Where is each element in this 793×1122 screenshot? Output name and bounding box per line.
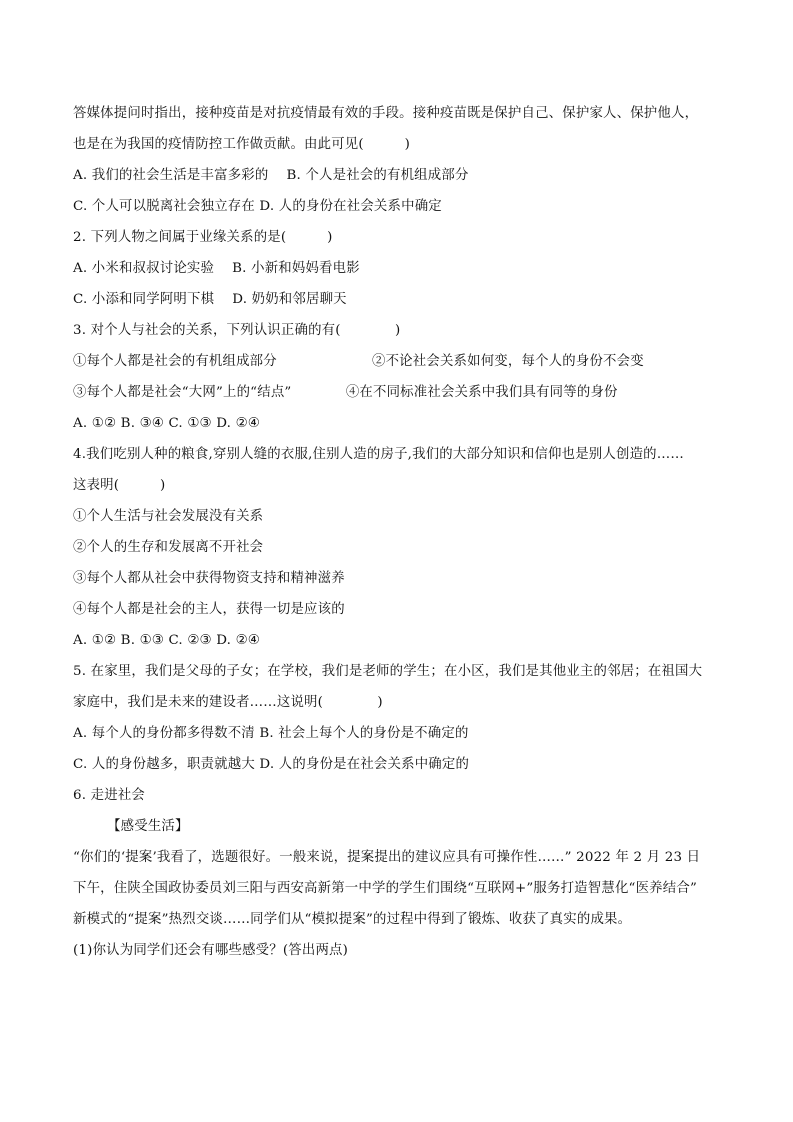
question-3-statements-34: ③每个人都是社会“大网”上的“结点” ④在不同标准社会关系中我们具有同等的身份 — [73, 385, 618, 400]
question-4-stem-line-1: 4.我们吃别人种的粮食,穿别人缝的衣服,住别人造的房子,我们的大部分知识和信仰也是别人创造的…… — [73, 447, 684, 462]
question-4-statement-4: ④每个人都是社会的主人，获得一切是应该的 — [73, 602, 345, 617]
sub-question-1: (1)你认为同学们还会有哪些感受？(答出两点) — [73, 943, 349, 958]
question-2-options-cd: C. 小添和同学阿明下棋 D. 奶奶和邻居聊天 — [73, 292, 347, 307]
question-1-options-cd: C. 个人可以脱离社会独立存在 D. 人的身份在社会关系中确定 — [73, 199, 442, 214]
question-1-stem-line-1: 答媒体提问时指出，接种疫苗是对抗疫情最有效的手段。接种疫苗既是保护自己、保护家人、保护他人， — [73, 106, 699, 121]
question-3-statements-12: ①每个人都是社会的有机组成部分 ②不论社会关系如何变，每个人的身份不会变 — [73, 354, 644, 369]
section-heading: 【感受生活】 — [73, 819, 189, 834]
question-3-stem: 3. 对个人与社会的关系，下列认识正确的有( ) — [73, 323, 401, 338]
question-4-stem-line-2: 这表明( ) — [73, 478, 166, 493]
question-1-stem-line-2: 也是在为我国的疫情防控工作做贡献。由此可见( ) — [73, 137, 411, 152]
question-5-stem-line-1: 5. 在家里，我们是父母的子女；在学校，我们是老师的学生；在小区，我们是其他业主的邻居；在祖国大 — [73, 664, 703, 679]
question-5-options-ab: A. 每个人的身份都多得数不清 B. 社会上每个人的身份是不确定的 — [73, 726, 469, 741]
question-2-options-ab: A. 小米和叔叔讨论实验 B. 小新和妈妈看电影 — [73, 261, 360, 276]
question-6-title: 6. 走进社会 — [73, 788, 145, 803]
question-4-options: A. ①② B. ①③ C. ②③ D. ②④ — [73, 633, 260, 648]
question-3-options: A. ①② B. ③④ C. ①③ D. ②④ — [73, 416, 260, 431]
material-line-3: 新模式的“提案”热烈交谈……同学们从“模拟提案”的过程中得到了锻炼、收获了真实的成果。 — [73, 912, 632, 927]
question-5-stem-line-2: 家庭中，我们是未来的建设者……这说明( ) — [73, 695, 383, 710]
question-1-options-ab: A. 我们的社会生活是丰富多彩的 B. 个人是社会的有机组成部分 — [73, 168, 469, 183]
question-4-statement-1: ①个人生活与社会发展没有关系 — [73, 509, 264, 524]
question-4-statement-2: ②个人的生存和发展离不开社会 — [73, 540, 264, 555]
question-5-options-cd: C. 人的身份越多，职责就越大 D. 人的身份是在社会关系中确定的 — [73, 757, 470, 772]
material-line-2: 下午，住陕全国政协委员刘三阳与西安高新第一中学的学生们围绕“互联网+”服务打造智慧化“医养结合” — [73, 881, 697, 896]
question-4-statement-3: ③每个人都从社会中获得物资支持和精神滋养 — [73, 571, 345, 586]
question-2-stem: 2. 下列人物之间属于业缘关系的是( ) — [73, 230, 333, 245]
material-line-1: “你们的‘提案’我看了，选题很好。一般来说，提案提出的建议应具有可操作性……” 2022 年 2 月 23 日 — [73, 850, 701, 865]
